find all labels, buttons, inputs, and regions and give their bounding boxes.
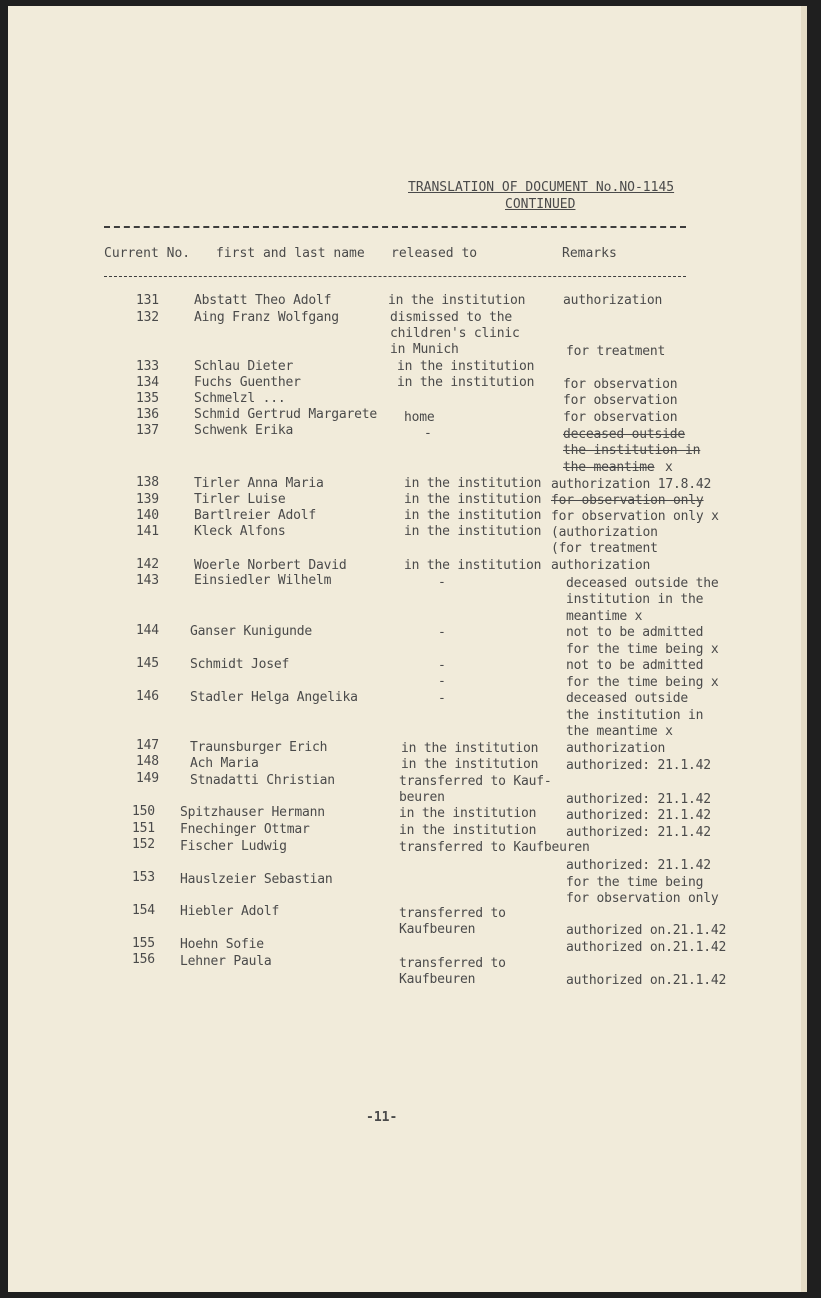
row-remark: authorization bbox=[566, 741, 666, 756]
row-remark: deceased outside the bbox=[566, 576, 719, 591]
row-no: 134 bbox=[136, 375, 159, 390]
row-remark-struck: the meantime bbox=[563, 460, 655, 475]
row-remark: for observation bbox=[563, 410, 678, 425]
row-no: 148 bbox=[136, 754, 159, 769]
col-header-released: released to bbox=[391, 246, 478, 261]
row-name: Ach Maria bbox=[190, 756, 259, 771]
page-number: -11- bbox=[366, 1110, 398, 1125]
row-remark: meantime x bbox=[566, 609, 643, 624]
row-released: transferred to Kaufbeuren bbox=[399, 956, 506, 987]
row-released: - bbox=[438, 691, 446, 706]
row-released: transferred to Kaufbeuren bbox=[399, 840, 590, 855]
row-released: in the institution bbox=[397, 359, 535, 374]
row-no: 132 bbox=[136, 310, 159, 325]
row-released: in the institution bbox=[404, 524, 542, 539]
row-name: Hauslzeier Sebastian bbox=[180, 872, 333, 887]
row-no: 135 bbox=[136, 391, 159, 406]
row-remark: authorized on.21.1.42 bbox=[566, 973, 727, 988]
row-remark: not to be admitted bbox=[566, 625, 704, 640]
row-remark: authorized on.21.1.42 bbox=[566, 940, 727, 955]
row-no: 143 bbox=[136, 573, 159, 588]
row-no: 141 bbox=[136, 524, 159, 539]
row-remark: for observation only x bbox=[551, 509, 719, 524]
row-released: in the institution bbox=[397, 375, 535, 390]
row-remark: deceased outside bbox=[566, 691, 689, 706]
document-title: TRANSLATION OF DOCUMENT No.NO-1145 bbox=[408, 180, 675, 195]
row-name: Ganser Kunigunde bbox=[190, 624, 313, 639]
row-remark: for the time being x bbox=[566, 675, 719, 690]
row-no: 131 bbox=[136, 293, 159, 308]
row-released: in the institution bbox=[401, 757, 539, 772]
row-remark: authorized: 21.1.42 bbox=[566, 808, 711, 823]
row-name: Stadler Helga Angelika bbox=[190, 690, 358, 705]
row-remark: authorized: 21.1.42 bbox=[566, 858, 711, 873]
row-no: 145 bbox=[136, 656, 159, 671]
row-remark: for observation only bbox=[566, 891, 719, 906]
row-remark: authorization bbox=[551, 558, 651, 573]
row-no: 150 bbox=[132, 804, 155, 819]
row-name: Spitzhauser Hermann bbox=[180, 805, 325, 820]
row-remark: authorized: 21.1.42 bbox=[566, 792, 711, 807]
row-name: Schmid Gertrud Margarete bbox=[194, 407, 378, 422]
row-name: Hiebler Adolf bbox=[180, 904, 280, 919]
row-no: 153 bbox=[132, 870, 155, 885]
row-remark: authorized: 21.1.42 bbox=[566, 758, 711, 773]
row-released: in the institution bbox=[404, 476, 542, 491]
row-name: Schmidt Josef bbox=[190, 657, 290, 672]
row-name: Woerle Norbert David bbox=[194, 558, 347, 573]
row-released: - bbox=[438, 575, 446, 590]
row-remark: institution in the bbox=[566, 592, 704, 607]
row-released: dismissed to the children's clinic in Munich bbox=[390, 310, 520, 357]
row-released: in the institution bbox=[399, 823, 537, 838]
row-name: Schmelzl ... bbox=[194, 391, 286, 406]
page-edge bbox=[801, 6, 807, 1292]
row-name: Fischer Ludwig bbox=[180, 839, 287, 854]
document-subtitle: CONTINUED bbox=[505, 197, 576, 212]
row-name: Fnechinger Ottmar bbox=[180, 822, 310, 837]
row-remark: (authorization bbox=[551, 525, 658, 540]
row-released: in the institution bbox=[404, 508, 542, 523]
document-page bbox=[8, 6, 807, 1292]
row-no: 139 bbox=[136, 492, 159, 507]
col-header-no: Current No. bbox=[104, 246, 191, 261]
row-no: 144 bbox=[136, 623, 159, 638]
row-released: in the institution bbox=[388, 293, 526, 308]
row-no: 155 bbox=[132, 936, 155, 951]
row-no: 156 bbox=[132, 952, 155, 967]
row-released: - bbox=[438, 658, 446, 673]
row-released: - bbox=[438, 674, 446, 689]
row-name: Lehner Paula bbox=[180, 954, 272, 969]
row-no: 140 bbox=[136, 508, 159, 523]
row-name: Kleck Alfons bbox=[194, 524, 286, 539]
row-no: 149 bbox=[136, 771, 159, 786]
row-remark-struck: the institution in bbox=[563, 443, 701, 458]
row-no: 152 bbox=[132, 837, 155, 852]
row-remark: for treatment bbox=[566, 344, 666, 359]
row-no: 138 bbox=[136, 475, 159, 490]
row-released: in the institution bbox=[404, 558, 542, 573]
row-name: Fuchs Guenther bbox=[194, 375, 301, 390]
row-remark: the meantime x bbox=[566, 724, 673, 739]
row-released: transferred to Kaufbeuren bbox=[399, 906, 506, 937]
row-released: in the institution bbox=[401, 741, 539, 756]
row-remark: for observation bbox=[563, 393, 678, 408]
row-remark: for the time being bbox=[566, 875, 704, 890]
row-no: 142 bbox=[136, 557, 159, 572]
col-header-remarks: Remarks bbox=[562, 246, 617, 261]
row-no: 133 bbox=[136, 359, 159, 374]
col-header-name: first and last name bbox=[216, 246, 365, 261]
row-name: Aing Franz Wolfgang bbox=[194, 310, 339, 325]
row-released: transferred to Kauf- beuren bbox=[399, 774, 552, 805]
row-no: 151 bbox=[132, 821, 155, 836]
row-released: - bbox=[424, 426, 432, 441]
row-name: Hoehn Sofie bbox=[180, 937, 264, 952]
row-remark: the institution in bbox=[566, 708, 704, 723]
row-remark: not to be admitted bbox=[566, 658, 704, 673]
row-remark: authorization 17.8.42 bbox=[551, 477, 712, 492]
row-no: 154 bbox=[132, 903, 155, 918]
row-remark: authorized on.21.1.42 bbox=[566, 923, 727, 938]
row-remark: x bbox=[665, 460, 673, 475]
row-no: 147 bbox=[136, 738, 159, 753]
row-remark: authorization bbox=[563, 293, 663, 308]
row-name: Stnadatti Christian bbox=[190, 773, 335, 788]
row-remark-struck: for observation only bbox=[551, 493, 704, 508]
row-no: 137 bbox=[136, 423, 159, 438]
row-name: Schlau Dieter bbox=[194, 359, 294, 374]
row-name: Einsiedler Wilhelm bbox=[194, 573, 332, 588]
row-released: in the institution bbox=[404, 492, 542, 507]
row-remark: for the time being x bbox=[566, 642, 719, 657]
row-name: Bartlreier Adolf bbox=[194, 508, 317, 523]
row-no: 146 bbox=[136, 689, 159, 704]
top-rule bbox=[104, 226, 686, 228]
header-rule bbox=[104, 276, 686, 277]
row-no: 136 bbox=[136, 407, 159, 422]
row-released: home bbox=[404, 410, 435, 425]
row-remark: authorized: 21.1.42 bbox=[566, 825, 711, 840]
row-name: Schwenk Erika bbox=[194, 423, 294, 438]
row-released: - bbox=[438, 625, 446, 640]
row-remark: for observation bbox=[563, 377, 678, 392]
row-name: Tirler Anna Maria bbox=[194, 476, 324, 491]
row-remark: (for treatment bbox=[551, 541, 658, 556]
row-remark-struck: deceased outside bbox=[563, 427, 686, 442]
row-name: Traunsburger Erich bbox=[190, 740, 328, 755]
row-released: in the institution bbox=[399, 806, 537, 821]
row-name: Tirler Luise bbox=[194, 492, 286, 507]
row-name: Abstatt Theo Adolf bbox=[194, 293, 332, 308]
